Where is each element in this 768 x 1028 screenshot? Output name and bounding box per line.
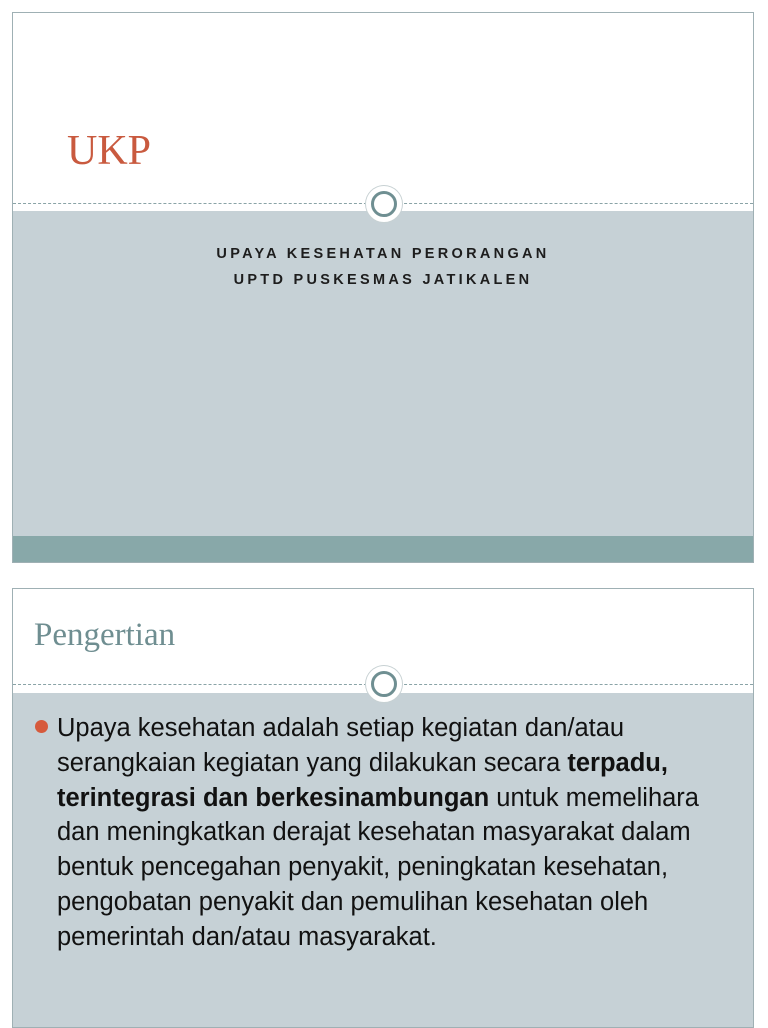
bullet-dot-icon — [35, 720, 48, 733]
bullet-text-part-1: Upaya kesehatan adalah setiap kegiatan dan/atau serangkaian kegiatan yang dilakukan secara — [57, 714, 625, 777]
ring-ornament-icon — [366, 186, 402, 222]
subtitle-line-1: UPAYA KESEHATAN PERORANGAN — [216, 246, 550, 262]
slide-title-header — [13, 13, 753, 212]
slide-title-text: UKP — [67, 128, 152, 174]
slide-definition — [12, 588, 754, 1028]
slide-bottom-band — [13, 536, 753, 562]
slide-subtitle — [13, 241, 753, 293]
bullet-text — [57, 711, 735, 955]
bullet-text-part-2: untuk memelihara dan meningkatkan derajat kesehatan masyarakat dalam bentuk pencegahan penyakit, peningkatan kesehatan, pengobatan penyakit dan pemulihan kesehatan oleh pemerintah dan/atau masyarakat. — [57, 783, 699, 951]
section-title: Pengertian — [34, 617, 176, 653]
subtitle-line-2: UPTD PUSKESMAS JATIKALEN — [233, 272, 533, 288]
ring-ornament-icon — [366, 666, 402, 702]
bullet-item — [35, 711, 735, 955]
slide-title — [12, 12, 754, 563]
bullet-text-bold: terpadu, terintegrasi dan berkesinambungan — [57, 748, 668, 812]
